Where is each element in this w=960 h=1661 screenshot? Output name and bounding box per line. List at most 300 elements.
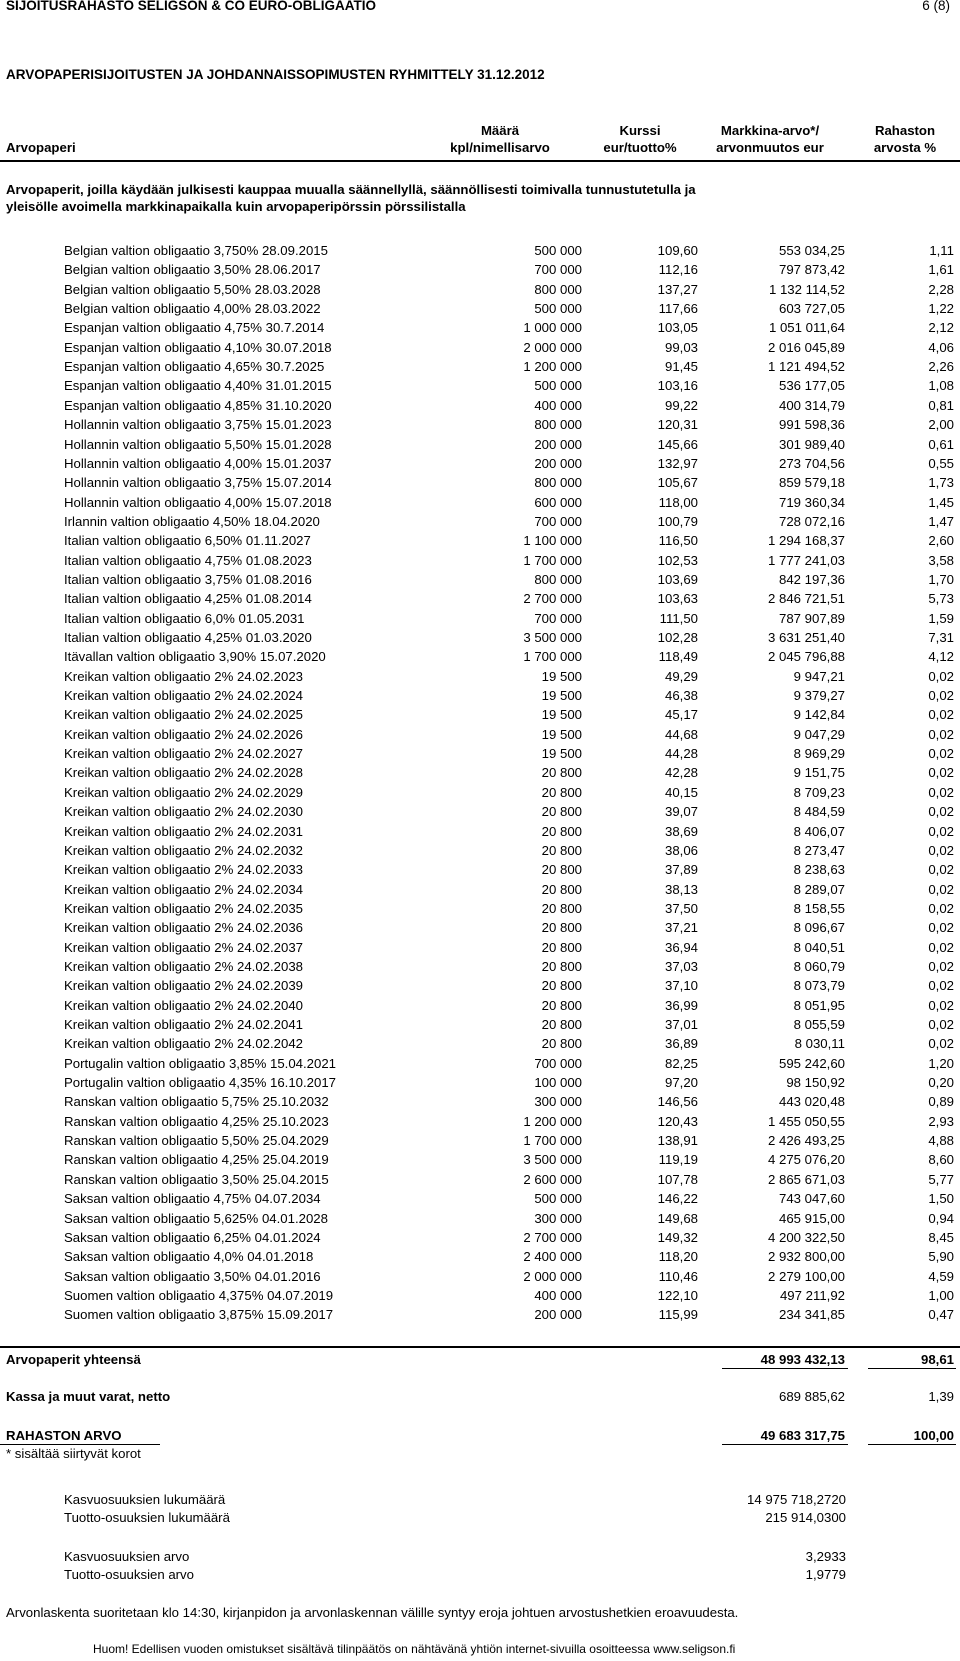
table-row	[0, 1269, 960, 1288]
col-weight-line2: arvosta %	[873, 140, 937, 155]
holding-quantity: 800 000	[534, 571, 582, 587]
holding-quantity: 20 800	[541, 978, 582, 994]
holding-name: Kreikan valtion obligaatio 2% 24.02.2025	[64, 707, 304, 723]
holding-name: Hollannin valtion obligaatio 4,00% 15.01.2037	[64, 455, 332, 471]
holding-quantity: 600 000	[534, 494, 582, 510]
table-row	[0, 1211, 960, 1230]
holding-price: 119,19	[658, 1152, 698, 1168]
holding-quantity: 700 000	[534, 610, 582, 626]
holding-market-value: 536 177,05	[778, 378, 845, 394]
holding-weight: 0,02	[928, 823, 954, 839]
holding-market-value: 2 865 671,03	[767, 1171, 845, 1187]
holding-market-value: 603 727,05	[778, 301, 845, 317]
holding-weight: 2,28	[928, 281, 954, 297]
holding-price: 138,91	[657, 1133, 698, 1149]
holding-name: Hollannin valtion obligaatio 3,75% 15.07.2014	[64, 475, 332, 491]
holding-weight: 0,94	[928, 1210, 954, 1226]
holding-weight: 0,02	[928, 688, 954, 704]
holding-quantity: 20 800	[541, 765, 582, 781]
holding-name: Saksan valtion obligaatio 4,75% 04.07.2034	[64, 1191, 321, 1207]
holding-price: 111,50	[659, 610, 698, 626]
holding-weight: 0,02	[928, 997, 954, 1013]
holding-name: Kreikan valtion obligaatio 2% 24.02.2023	[64, 668, 304, 684]
holding-price: 46,38	[664, 688, 698, 704]
holding-quantity: 20 800	[541, 939, 582, 955]
table-row	[0, 688, 960, 707]
holding-weight: 8,60	[928, 1152, 954, 1168]
holding-price: 120,43	[657, 1113, 698, 1129]
holding-name: Hollannin valtion obligaatio 5,50% 15.01.2028	[64, 436, 332, 452]
holding-weight: 0,61	[928, 436, 954, 452]
holding-price: 45,17	[664, 707, 698, 723]
holding-weight: 0,02	[928, 881, 954, 897]
holding-name: Espanjan valtion obligaatio 4,65% 30.7.2025	[64, 359, 325, 375]
holding-market-value: 8 051,95	[793, 997, 845, 1013]
yield-count-label: Tuotto-osuuksien lukumäärä	[64, 1510, 230, 1525]
holding-quantity: 800 000	[534, 417, 582, 433]
table-row	[0, 630, 960, 649]
holding-price: 107,78	[657, 1171, 698, 1187]
holding-price: 118,20	[658, 1249, 698, 1265]
holding-market-value: 2 045 796,88	[767, 649, 845, 665]
holding-quantity: 20 800	[541, 1017, 582, 1032]
holding-quantity: 500 000	[534, 243, 582, 258]
holding-market-value: 9 151,75	[793, 765, 845, 781]
holding-weight: 2,12	[928, 320, 954, 336]
holding-quantity: 2 000 000	[523, 339, 582, 355]
holding-market-value: 1 777 241,03	[767, 552, 845, 568]
fund-value-pct: 100,00	[913, 1428, 954, 1443]
holding-price: 117,66	[658, 301, 698, 317]
securities-total-label: Arvopaperit yhteensä	[6, 1352, 141, 1367]
holding-quantity: 2 700 000	[523, 1229, 582, 1245]
table-row	[0, 1036, 960, 1055]
holding-name: Saksan valtion obligaatio 4,0% 04.01.2018	[64, 1249, 314, 1265]
holding-quantity: 500 000	[534, 1191, 582, 1207]
holding-quantity: 20 800	[541, 881, 582, 897]
holding-name: Espanjan valtion obligaatio 4,40% 31.01.2015	[64, 378, 332, 394]
table-row	[0, 340, 960, 359]
header-rule	[0, 160, 960, 162]
holding-name: Italian valtion obligaatio 4,25% 01.03.2020	[64, 630, 312, 645]
holding-weight: 0,02	[928, 978, 954, 994]
table-row	[0, 765, 960, 784]
securities-total-mv: 48 993 432,13	[760, 1352, 845, 1367]
table-row	[0, 727, 960, 746]
holding-name: Kreikan valtion obligaatio 2% 24.02.2037	[64, 939, 304, 955]
holding-market-value: 8 055,59	[793, 1017, 845, 1032]
holding-price: 103,63	[657, 591, 698, 607]
holding-market-value: 719 360,34	[778, 494, 845, 510]
holding-price: 116,50	[658, 533, 698, 549]
holding-market-value: 2 279 100,00	[767, 1268, 845, 1284]
holding-market-value: 3 631 251,40	[767, 630, 845, 645]
holding-market-value: 8 406,07	[793, 823, 845, 839]
holding-name: Ranskan valtion obligaatio 5,75% 25.10.2032	[64, 1094, 329, 1110]
holding-price: 40,15	[664, 784, 698, 800]
holding-weight: 0,02	[928, 1017, 954, 1032]
table-row	[0, 882, 960, 901]
holding-market-value: 2 016 045,89	[767, 339, 845, 355]
table-row	[0, 282, 960, 301]
col-mv-line2: arvonmuutos eur	[716, 140, 824, 155]
holding-market-value: 553 034,25	[778, 243, 845, 258]
holding-weight: 0,02	[928, 804, 954, 820]
holding-name: Kreikan valtion obligaatio 2% 24.02.2029	[64, 784, 304, 800]
holding-name: Kreikan valtion obligaatio 2% 24.02.2038	[64, 958, 304, 974]
holding-price: 36,99	[664, 997, 698, 1013]
col-price-line1: Kurssi	[619, 123, 661, 138]
holding-name: Italian valtion obligaatio 3,75% 01.08.2016	[64, 571, 312, 587]
holding-price: 44,68	[664, 726, 698, 742]
table-row	[0, 843, 960, 862]
growth-value: 3,2933	[805, 1549, 846, 1564]
holding-price: 36,94	[664, 939, 698, 955]
bottom-note: Huom! Edellisen vuoden omistukset sisältävä tilinpäätös on nähtävänä yhtiön internet-sivuilla osoitteessa www.seligson.fi	[93, 1642, 736, 1656]
table-row	[0, 940, 960, 959]
holding-market-value: 797 873,42	[778, 262, 845, 278]
securities-mv-underline	[722, 1368, 848, 1369]
table-row	[0, 611, 960, 630]
holding-name: Kreikan valtion obligaatio 2% 24.02.2026	[64, 726, 304, 742]
holding-price: 38,13	[664, 881, 698, 897]
holding-weight: 2,60	[928, 533, 954, 549]
table-row	[0, 553, 960, 572]
holding-quantity: 300 000	[534, 1210, 582, 1226]
table-row	[0, 707, 960, 726]
holding-market-value: 1 121 494,52	[767, 359, 845, 375]
holding-price: 118,00	[658, 494, 698, 510]
holding-quantity: 700 000	[534, 513, 582, 529]
holding-weight: 5,90	[928, 1249, 954, 1265]
table-row	[0, 1172, 960, 1191]
holding-weight: 4,59	[928, 1268, 954, 1284]
table-row	[0, 1094, 960, 1113]
holding-weight: 0,89	[928, 1094, 954, 1110]
table-row	[0, 1288, 960, 1307]
growth-count: 14 975 718,2720	[746, 1492, 846, 1507]
cash-mv: 689 885,62	[778, 1389, 845, 1404]
holding-quantity: 2 000 000	[523, 1268, 582, 1284]
holding-quantity: 20 800	[541, 1036, 582, 1052]
holding-quantity: 500 000	[534, 301, 582, 317]
holding-weight: 0,02	[928, 920, 954, 936]
holding-price: 37,10	[664, 978, 698, 994]
holding-price: 105,67	[657, 475, 698, 491]
table-row	[0, 456, 960, 475]
holding-price: 38,06	[664, 842, 698, 858]
holding-market-value: 8 238,63	[793, 862, 845, 878]
valuation-note: Arvonlaskenta suoritetaan klo 14:30, kirjanpidon ja arvonlaskennan välille syntyy eroja johtuen arvostushetkien eroavuudesta.	[6, 1605, 739, 1620]
holding-weight: 4,06	[928, 339, 954, 355]
holding-price: 115,99	[658, 1307, 698, 1323]
holding-weight: 1,22	[928, 301, 954, 317]
holding-weight: 1,73	[928, 475, 954, 491]
table-row	[0, 475, 960, 494]
holding-weight: 1,59	[928, 610, 954, 626]
holding-quantity: 200 000	[534, 436, 582, 452]
table-row	[0, 785, 960, 804]
holding-quantity: 20 800	[541, 920, 582, 936]
table-row	[0, 1056, 960, 1075]
holding-price: 49,29	[664, 668, 698, 684]
table-row	[0, 378, 960, 397]
holding-name: Ranskan valtion obligaatio 4,25% 25.10.2023	[64, 1113, 329, 1129]
holding-market-value: 1 051 011,64	[768, 320, 845, 336]
holding-market-value: 9 379,27	[793, 688, 845, 704]
holding-name: Portugalin valtion obligaatio 3,85% 15.04.2021	[64, 1055, 337, 1071]
holding-name: Belgian valtion obligaatio 4,00% 28.03.2022	[64, 301, 321, 317]
holding-price: 37,01	[664, 1017, 698, 1032]
holding-weight: 1,45	[928, 494, 954, 510]
holding-weight: 3,58	[928, 552, 954, 568]
holding-name: Hollannin valtion obligaatio 3,75% 15.01.2023	[64, 417, 332, 433]
holding-market-value: 8 060,79	[793, 958, 845, 974]
holding-quantity: 20 800	[541, 900, 582, 916]
report-title: ARVOPAPERISIJOITUSTEN JA JOHDANNAISSOPIMUSTEN RYHMITTELY 31.12.2012	[6, 67, 545, 82]
holding-market-value: 443 020,48	[778, 1094, 845, 1110]
holding-quantity: 300 000	[534, 1094, 582, 1110]
holding-quantity: 100 000	[534, 1075, 582, 1091]
holding-market-value: 2 846 721,51	[767, 591, 845, 607]
holding-name: Kreikan valtion obligaatio 2% 24.02.2036	[64, 920, 304, 936]
holding-market-value: 8 040,51	[793, 939, 845, 955]
holding-price: 82,25	[664, 1055, 698, 1071]
holding-quantity: 20 800	[541, 823, 582, 839]
table-row	[0, 920, 960, 939]
holding-market-value: 859 579,18	[778, 475, 845, 491]
holding-price: 118,49	[658, 649, 698, 665]
holding-quantity: 1 100 000	[523, 533, 582, 549]
holding-weight: 0,02	[928, 900, 954, 916]
holding-quantity: 20 800	[541, 997, 582, 1013]
table-row	[0, 417, 960, 436]
holding-name: Kreikan valtion obligaatio 2% 24.02.2031	[64, 823, 304, 839]
holding-weight: 0,20	[928, 1075, 954, 1091]
holding-quantity: 1 200 000	[523, 359, 582, 375]
holding-price: 37,21	[664, 920, 698, 936]
holding-market-value: 8 289,07	[793, 881, 845, 897]
holding-quantity: 400 000	[534, 1287, 582, 1303]
holding-name: Italian valtion obligaatio 6,0% 01.05.2031	[64, 610, 305, 626]
holding-market-value: 8 273,47	[793, 842, 845, 858]
holding-market-value: 8 073,79	[793, 978, 845, 994]
holding-name: Kreikan valtion obligaatio 2% 24.02.2030	[64, 804, 304, 820]
holding-market-value: 8 969,29	[793, 746, 845, 762]
holding-weight: 0,02	[928, 765, 954, 781]
holding-name: Kreikan valtion obligaatio 2% 24.02.2028	[64, 765, 304, 781]
holding-market-value: 787 907,89	[778, 610, 845, 626]
holding-weight: 0,81	[928, 397, 954, 413]
holding-price: 37,89	[664, 862, 698, 878]
holding-price: 103,69	[657, 571, 698, 587]
holding-name: Belgian valtion obligaatio 3,750% 28.09.2015	[64, 243, 328, 258]
holding-price: 122,10	[657, 1287, 698, 1303]
table-row	[0, 1075, 960, 1094]
table-row	[0, 862, 960, 881]
holding-market-value: 273 704,56	[778, 455, 845, 471]
holding-quantity: 3 500 000	[523, 630, 582, 645]
yield-value: 1,9779	[805, 1567, 846, 1582]
holding-quantity: 500 000	[534, 378, 582, 394]
table-row	[0, 437, 960, 456]
holding-quantity: 700 000	[534, 262, 582, 278]
table-row	[0, 1152, 960, 1171]
holding-quantity: 3 500 000	[523, 1152, 582, 1168]
holding-weight: 0,02	[928, 862, 954, 878]
table-row	[0, 301, 960, 320]
holding-market-value: 1 294 168,37	[767, 533, 845, 549]
holding-name: Kreikan valtion obligaatio 2% 24.02.2035	[64, 900, 304, 916]
holding-market-value: 465 915,00	[778, 1210, 845, 1226]
holding-weight: 2,26	[928, 359, 954, 375]
holding-name: Suomen valtion obligaatio 3,875% 15.09.2017	[64, 1307, 334, 1323]
table-row	[0, 1230, 960, 1249]
yield-value-label: Tuotto-osuuksien arvo	[64, 1567, 194, 1582]
holding-quantity: 800 000	[534, 281, 582, 297]
holding-weight: 5,73	[928, 591, 954, 607]
cash-label: Kassa ja muut varat, netto	[6, 1389, 171, 1404]
holding-weight: 1,08	[928, 378, 954, 394]
holding-market-value: 1 132 114,52	[768, 281, 845, 297]
holding-name: Hollannin valtion obligaatio 4,00% 15.07.2018	[64, 494, 332, 510]
holding-price: 120,31	[657, 417, 698, 433]
table-row	[0, 978, 960, 997]
holding-name: Suomen valtion obligaatio 4,375% 04.07.2019	[64, 1287, 334, 1303]
growth-value-label: Kasvuosuuksien arvo	[64, 1549, 190, 1564]
holding-weight: 0,02	[928, 1036, 954, 1052]
table-row	[0, 998, 960, 1017]
totals-rule	[0, 1346, 960, 1348]
holding-name: Kreikan valtion obligaatio 2% 24.02.2040	[64, 997, 304, 1013]
holding-weight: 1,70	[928, 571, 954, 587]
holding-quantity: 20 800	[541, 784, 582, 800]
holding-weight: 1,00	[928, 1287, 954, 1303]
holding-weight: 5,77	[928, 1171, 954, 1187]
holding-price: 102,28	[657, 630, 698, 645]
holding-weight: 2,93	[928, 1113, 954, 1129]
table-row	[0, 1114, 960, 1133]
table-row	[0, 533, 960, 552]
holding-weight: 0,02	[928, 784, 954, 800]
holding-quantity: 20 800	[541, 958, 582, 974]
cash-pct: 1,39	[928, 1389, 954, 1404]
holding-market-value: 743 047,60	[778, 1191, 845, 1207]
table-row	[0, 1017, 960, 1036]
holding-name: Belgian valtion obligaatio 3,50% 28.06.2017	[64, 262, 321, 278]
col-weight-line1: Rahaston	[874, 123, 936, 138]
holding-weight: 2,00	[928, 417, 954, 433]
holding-price: 37,50	[664, 900, 698, 916]
holding-market-value: 497 211,92	[779, 1287, 845, 1303]
holding-price: 149,32	[657, 1229, 698, 1245]
holding-quantity: 2 600 000	[523, 1171, 582, 1187]
holding-weight: 1,61	[928, 262, 954, 278]
section-line-2: yleisölle avoimella markkinapaikalla kuin arvopaperipörssin pörssilistalla	[6, 199, 466, 214]
holding-price: 137,27	[657, 281, 698, 297]
col-price-line2: eur/tuotto%	[603, 140, 677, 155]
holding-market-value: 8 484,59	[793, 804, 845, 820]
footnote: * sisältää siirtyvät korot	[6, 1446, 141, 1461]
holding-price: 132,97	[657, 455, 698, 471]
holding-price: 39,07	[664, 804, 698, 820]
holding-name: Saksan valtion obligaatio 5,625% 04.01.2028	[64, 1210, 328, 1226]
holding-weight: 0,02	[928, 842, 954, 858]
holding-price: 44,28	[664, 746, 698, 762]
fund-value-mv: 49 683 317,75	[760, 1428, 845, 1443]
holding-quantity: 20 800	[541, 804, 582, 820]
holding-quantity: 400 000	[534, 397, 582, 413]
holding-name: Kreikan valtion obligaatio 2% 24.02.2027	[64, 746, 304, 762]
holding-market-value: 2 932 800,00	[767, 1249, 845, 1265]
table-row	[0, 1307, 960, 1326]
holding-quantity: 700 000	[534, 1055, 582, 1071]
holding-name: Saksan valtion obligaatio 3,50% 04.01.2016	[64, 1268, 321, 1284]
holding-market-value: 8 096,67	[793, 920, 845, 936]
holding-name: Kreikan valtion obligaatio 2% 24.02.2024	[64, 688, 304, 704]
holding-price: 102,53	[657, 552, 698, 568]
fund-mv-underline	[722, 1444, 848, 1445]
table-row	[0, 959, 960, 978]
table-row	[0, 262, 960, 281]
holding-weight: 0,55	[928, 455, 954, 471]
holding-quantity: 19 500	[541, 746, 582, 762]
holding-name: Kreikan valtion obligaatio 2% 24.02.2042	[64, 1036, 304, 1052]
table-row	[0, 1249, 960, 1268]
holding-name: Saksan valtion obligaatio 6,25% 04.01.2024	[64, 1229, 321, 1245]
holding-weight: 0,02	[928, 958, 954, 974]
holding-quantity: 2 400 000	[523, 1249, 582, 1265]
holding-quantity: 200 000	[534, 1307, 582, 1323]
holding-name: Kreikan valtion obligaatio 2% 24.02.2039	[64, 978, 304, 994]
holding-market-value: 98 150,92	[786, 1075, 845, 1091]
table-row	[0, 514, 960, 533]
holding-weight: 4,88	[928, 1133, 954, 1149]
holding-name: Portugalin valtion obligaatio 4,35% 16.10.2017	[64, 1075, 337, 1091]
holding-quantity: 1 200 000	[523, 1113, 582, 1129]
holding-name: Kreikan valtion obligaatio 2% 24.02.2032	[64, 842, 304, 858]
holding-market-value: 2 426 493,25	[767, 1133, 845, 1149]
holding-quantity: 19 500	[541, 688, 582, 704]
col-mv-line1: Markkina-arvo*/	[720, 123, 820, 138]
holding-name: Italian valtion obligaatio 4,25% 01.08.2014	[64, 591, 312, 607]
holding-weight: 8,45	[928, 1229, 954, 1245]
page-number: 6 (8)	[922, 0, 950, 13]
holding-weight: 1,20	[928, 1055, 954, 1071]
fund-value-label: RAHASTON ARVO	[6, 1428, 122, 1443]
holding-price: 38,69	[664, 823, 698, 839]
holding-market-value: 595 242,60	[778, 1055, 845, 1071]
holding-name: Kreikan valtion obligaatio 2% 24.02.2033	[64, 862, 304, 878]
holding-quantity: 800 000	[534, 475, 582, 491]
holding-price: 149,68	[657, 1210, 698, 1226]
table-row	[0, 824, 960, 843]
holding-market-value: 4 200 322,50	[767, 1229, 845, 1245]
holding-quantity: 1 700 000	[523, 552, 582, 568]
holding-market-value: 8 158,55	[793, 900, 845, 916]
holding-price: 146,22	[657, 1191, 698, 1207]
growth-count-label: Kasvuosuuksien lukumäärä	[64, 1492, 226, 1507]
holding-name: Espanjan valtion obligaatio 4,85% 31.10.2020	[64, 397, 332, 413]
table-row	[0, 1191, 960, 1210]
holding-weight: 0,02	[928, 726, 954, 742]
holding-weight: 0,47	[928, 1307, 954, 1323]
securities-pct-underline	[868, 1368, 956, 1369]
holding-market-value: 9 142,84	[793, 707, 845, 723]
holding-market-value: 1 455 050,55	[767, 1113, 845, 1129]
holding-quantity: 19 500	[541, 707, 582, 723]
holding-quantity: 1 700 000	[523, 649, 582, 665]
